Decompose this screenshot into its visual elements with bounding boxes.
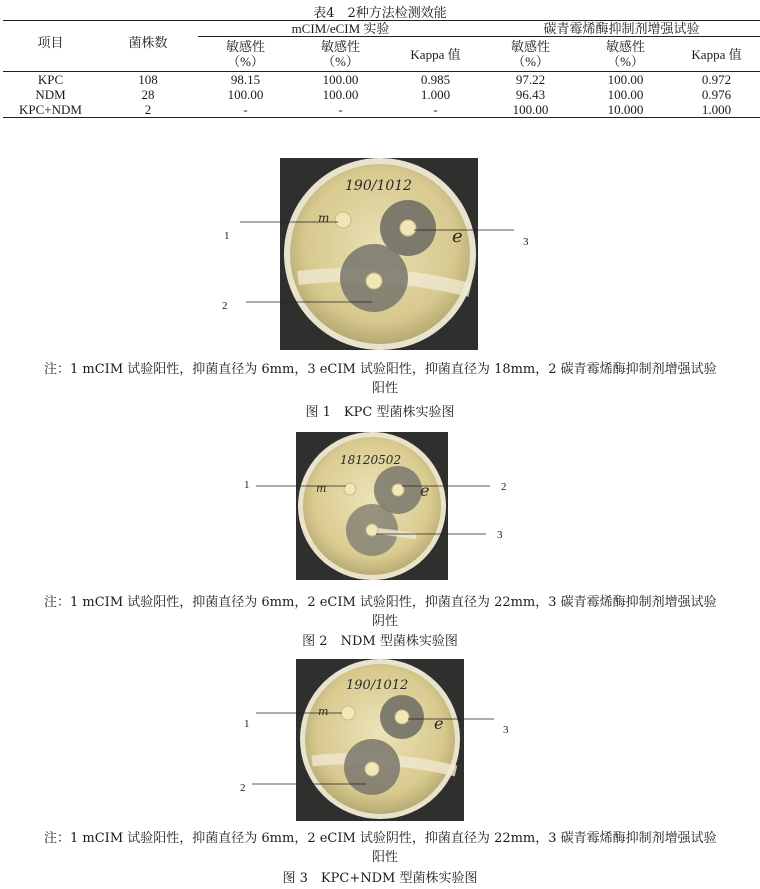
disk-mark-m: m <box>318 705 329 718</box>
plate-handwriting: 190/1012 <box>346 678 409 693</box>
header-m1-kappa: Kappa 值 <box>410 46 461 62</box>
cell-m1-kappa: 0.985 <box>420 72 451 87</box>
cell-m1-sens: 98.15 <box>230 72 261 87</box>
cell-m2-kappa: 0.976 <box>701 87 732 102</box>
petri-dish-photo-2 <box>240 430 520 582</box>
note-line-2: 阳性 <box>371 850 398 865</box>
table-row <box>3 87 760 102</box>
cell-m2-kappa: 0.972 <box>701 72 732 87</box>
cell-m1-spec: 100.00 <box>322 87 359 102</box>
cell-count: 108 <box>138 72 158 87</box>
label-2: 2 <box>501 481 507 493</box>
efficacy-table <box>3 20 760 118</box>
header-m2-sens: 敏感性 <box>510 39 550 54</box>
cell-item: NDM <box>35 87 66 102</box>
cell-m2-kappa: 1.000 <box>701 102 732 117</box>
label-1: 1 <box>224 230 230 242</box>
disk-mark-e: e <box>420 481 430 500</box>
header-method1: mCIM/eCIM 实验 <box>198 21 483 37</box>
note-line-2: 阳性 <box>371 381 398 396</box>
cell-count: 28 <box>141 87 155 102</box>
note-line-2: 阴性 <box>371 614 398 629</box>
cell-item: KPC+NDM <box>19 102 82 117</box>
label-3: 3 <box>503 724 509 736</box>
cell-m2-sens: 100.00 <box>512 102 549 117</box>
header-m2-spec: 敏感性 <box>605 39 645 54</box>
cell-m1-kappa: - <box>433 102 438 117</box>
figure-3 <box>230 657 530 822</box>
cell-m1-sens: 100.00 <box>227 87 264 102</box>
figure-1-caption: 图 1 KPC 型菌株实验图 <box>305 405 455 420</box>
cell-m2-spec: 100.00 <box>607 87 644 102</box>
disk-mark-m: m <box>318 211 330 225</box>
cell-m2-spec: 100.00 <box>607 72 644 87</box>
header-m2-spec-unit: （%） <box>607 54 644 69</box>
figure-2-caption: 图 2 NDM 型菌株实验图 <box>302 634 458 649</box>
cell-m2-sens: 96.43 <box>515 87 546 102</box>
cell-m1-spec: 100.00 <box>322 72 359 87</box>
label-3: 3 <box>523 236 529 248</box>
cell-m1-kappa: 1.000 <box>420 87 451 102</box>
label-1: 1 <box>244 718 250 730</box>
table-group-header-row <box>3 21 760 37</box>
plate-handwriting: 190/1012 <box>345 178 413 194</box>
label-3: 3 <box>497 529 503 541</box>
note-line-1: 注：1 mCIM 试验阳性，抑菌直径为 6mm，2 eCIM 试验阴性，抑菌直径为 22mm，3 碳青霉烯酶抑制剂增强试验 <box>44 831 717 846</box>
cell-item: KPC <box>37 72 64 87</box>
disk-mark-m: m <box>316 482 327 495</box>
figure-1-note <box>44 360 756 398</box>
petri-dish-photo-3 <box>230 657 530 822</box>
figure-3-caption: 图 3 KPC+NDM 型菌株实验图 <box>282 871 478 886</box>
header-item: 项目 <box>37 35 64 50</box>
header-m1-spec: 敏感性 <box>320 39 360 54</box>
disk-mark-e: e <box>434 714 444 733</box>
figure-2-note <box>44 593 756 631</box>
table-caption: 表4 2种方法检测效能 <box>313 6 447 21</box>
cell-m1-sens: - <box>243 102 248 117</box>
cell-count: 2 <box>144 102 152 117</box>
figure-3-note <box>44 829 756 867</box>
header-m2-sens-unit: （%） <box>512 54 549 69</box>
petri-dish-photo-1 <box>220 150 540 350</box>
header-m2-kappa: Kappa 值 <box>691 46 742 62</box>
header-m1-sens-unit: （%） <box>227 54 264 69</box>
figure-2 <box>240 430 520 582</box>
plate-handwriting: 18120502 <box>340 453 402 467</box>
label-1: 1 <box>244 479 250 491</box>
disk-mark-e: e <box>452 226 463 247</box>
table-row <box>3 72 760 88</box>
note-line-1: 注：1 mCIM 试验阳性，抑菌直径为 6mm，2 eCIM 试验阳性，抑菌直径为 22mm，3 碳青霉烯酶抑制剂增强试验 <box>44 595 717 610</box>
cell-m2-sens: 97.22 <box>515 72 546 87</box>
header-m1-spec-unit: （%） <box>322 54 359 69</box>
header-count: 菌株数 <box>128 35 168 50</box>
cell-m1-spec: - <box>338 102 343 117</box>
label-2: 2 <box>222 300 228 312</box>
header-m1-sens: 敏感性 <box>225 39 265 54</box>
cell-m2-spec: 10.000 <box>607 102 644 117</box>
note-line-1: 注：1 mCIM 试验阳性，抑菌直径为 6mm，3 eCIM 试验阳性，抑菌直径为 18mm，2 碳青霉烯酶抑制剂增强试验 <box>44 362 717 377</box>
header-method2: 碳青霉烯酶抑制剂增强试验 <box>483 21 760 37</box>
label-2: 2 <box>240 782 246 794</box>
figure-1 <box>220 150 540 350</box>
table-row <box>3 102 760 118</box>
